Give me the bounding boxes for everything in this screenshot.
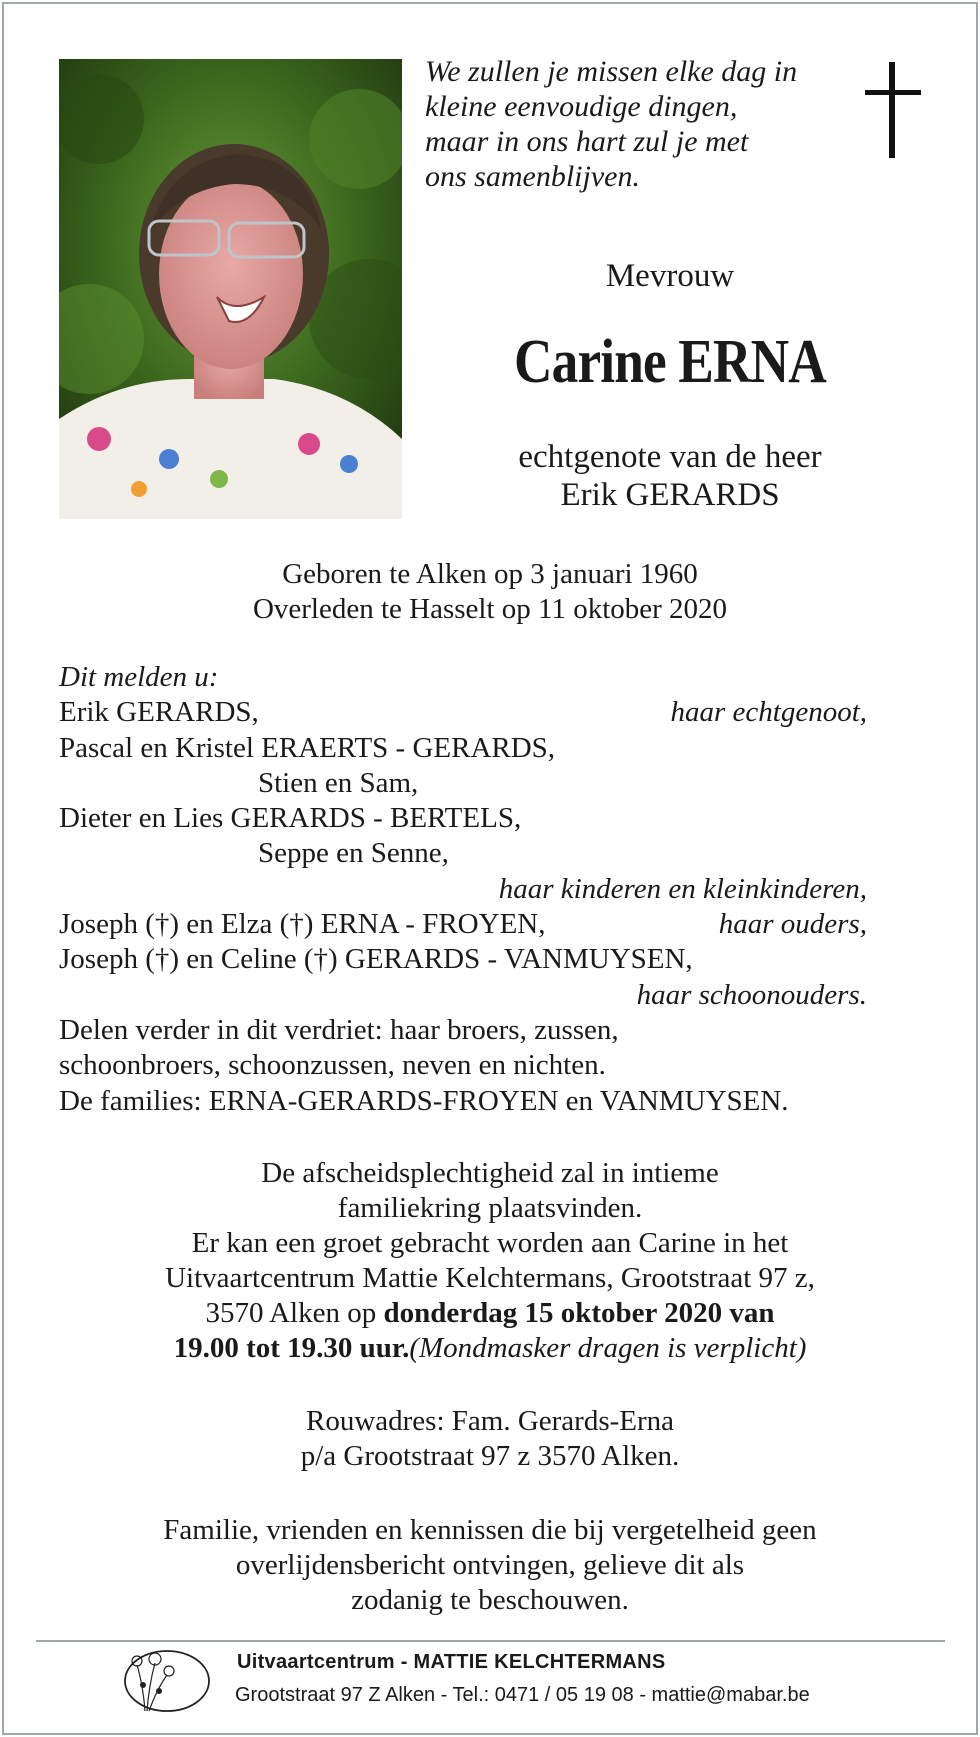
family-relation: haar kinderen en kleinkinderen, xyxy=(498,872,867,905)
ceremony-note: (Mondmasker dragen is verplicht) xyxy=(409,1332,807,1364)
death-line: Overleden te Hasselt op 11 oktober 2020 xyxy=(252,593,728,625)
family-row: schoonbroers, schoonzussen, neven en nichten. xyxy=(59,1049,606,1082)
family-name: Joseph (†) en Elza (†) ERNA - FROYEN, xyxy=(59,908,546,941)
family-name: Erik GERARDS, xyxy=(59,696,259,729)
funeral-home-logo-icon xyxy=(117,1645,213,1717)
spouse-name: Erik GERARDS xyxy=(560,477,780,513)
cross-icon xyxy=(865,62,921,158)
funeral-home-name: Uitvaartcentrum - MATTIE KELCHTERMANS xyxy=(237,1651,666,1673)
spouse-info xyxy=(440,438,900,514)
life-dates xyxy=(160,557,820,627)
address-line: Rouwadres: Fam. Gerards-Erna xyxy=(305,1405,675,1437)
ceremony-info xyxy=(60,1156,920,1366)
family-relation: haar ouders, xyxy=(718,908,867,941)
closing-notice xyxy=(60,1513,920,1618)
poem-line: We zullen je missen elke dag in xyxy=(425,55,798,88)
ceremony-line: Uitvaartcentrum Mattie Kelchtermans, Grootstraat 97 z, xyxy=(165,1262,815,1294)
ceremony-date: donderdag 15 oktober 2020 van xyxy=(383,1297,775,1329)
mourning-address xyxy=(160,1404,820,1474)
footer-divider xyxy=(36,1640,945,1642)
family-relation: haar echtgenoot, xyxy=(670,696,867,729)
ceremony-time: 19.00 tot 19.30 uur. xyxy=(173,1332,410,1364)
notice-line: Familie, vrienden en kennissen die bij vergetelheid geen xyxy=(163,1514,817,1546)
family-row xyxy=(59,872,919,907)
family-row xyxy=(59,695,919,730)
family-row: De families: ERNA-GERARDS-FROYEN en VANMUYSEN. xyxy=(59,1084,789,1117)
poem-line: maar in ons hart zul je met xyxy=(425,125,749,158)
family-row: Joseph (†) en Celine (†) GERARDS - VANMUYSEN, xyxy=(59,943,693,976)
funeral-home-contact: Grootstraat 97 Z Alken - Tel.: 0471 / 05 19 08 - mattie@mabar.be xyxy=(235,1684,810,1706)
family-intro: Dit melden u: xyxy=(59,661,219,693)
notice-line: overlijdensbericht ontvingen, gelieve dit als xyxy=(235,1549,745,1581)
spouse-line: echtgenote van de heer xyxy=(518,439,822,475)
portrait-photo xyxy=(59,59,402,519)
family-row xyxy=(59,907,919,942)
honorific: Mevrouw xyxy=(605,258,735,294)
address-line: p/a Grootstraat 97 z 3570 Alken. xyxy=(300,1440,680,1472)
poem-line: kleine eenvoudige dingen, xyxy=(425,90,738,123)
notice-line: zodanig te beschouwen. xyxy=(351,1584,629,1616)
family-row: Stien en Sam, xyxy=(258,766,419,799)
family-row: Pascal en Kristel ERAERTS - GERARDS, xyxy=(59,731,556,764)
family-list xyxy=(59,660,919,1119)
family-relation: haar schoonouders. xyxy=(636,978,867,1011)
ceremony-line xyxy=(60,1296,920,1331)
ceremony-text: 3570 Alken op xyxy=(205,1297,384,1329)
poem-line: ons samenblijven. xyxy=(425,160,640,193)
birth-line: Geboren te Alken op 3 januari 1960 xyxy=(282,558,698,590)
ceremony-line: De afscheidsplechtigheid zal in intieme xyxy=(261,1157,719,1189)
family-row: Seppe en Senne, xyxy=(258,837,449,870)
ceremony-line: Er kan een groet gebracht worden aan Carine in het xyxy=(191,1227,789,1259)
family-row: Dieter en Lies GERARDS - BERTELS, xyxy=(59,802,522,835)
ceremony-line xyxy=(60,1331,920,1366)
memorial-poem xyxy=(425,54,845,194)
family-row: Delen verder in dit verdriet: haar broers, zussen, xyxy=(59,1013,619,1046)
family-row xyxy=(59,978,919,1013)
deceased-name: Carine ERNA xyxy=(514,328,826,396)
ceremony-line: familiekring plaatsvinden. xyxy=(337,1192,643,1224)
